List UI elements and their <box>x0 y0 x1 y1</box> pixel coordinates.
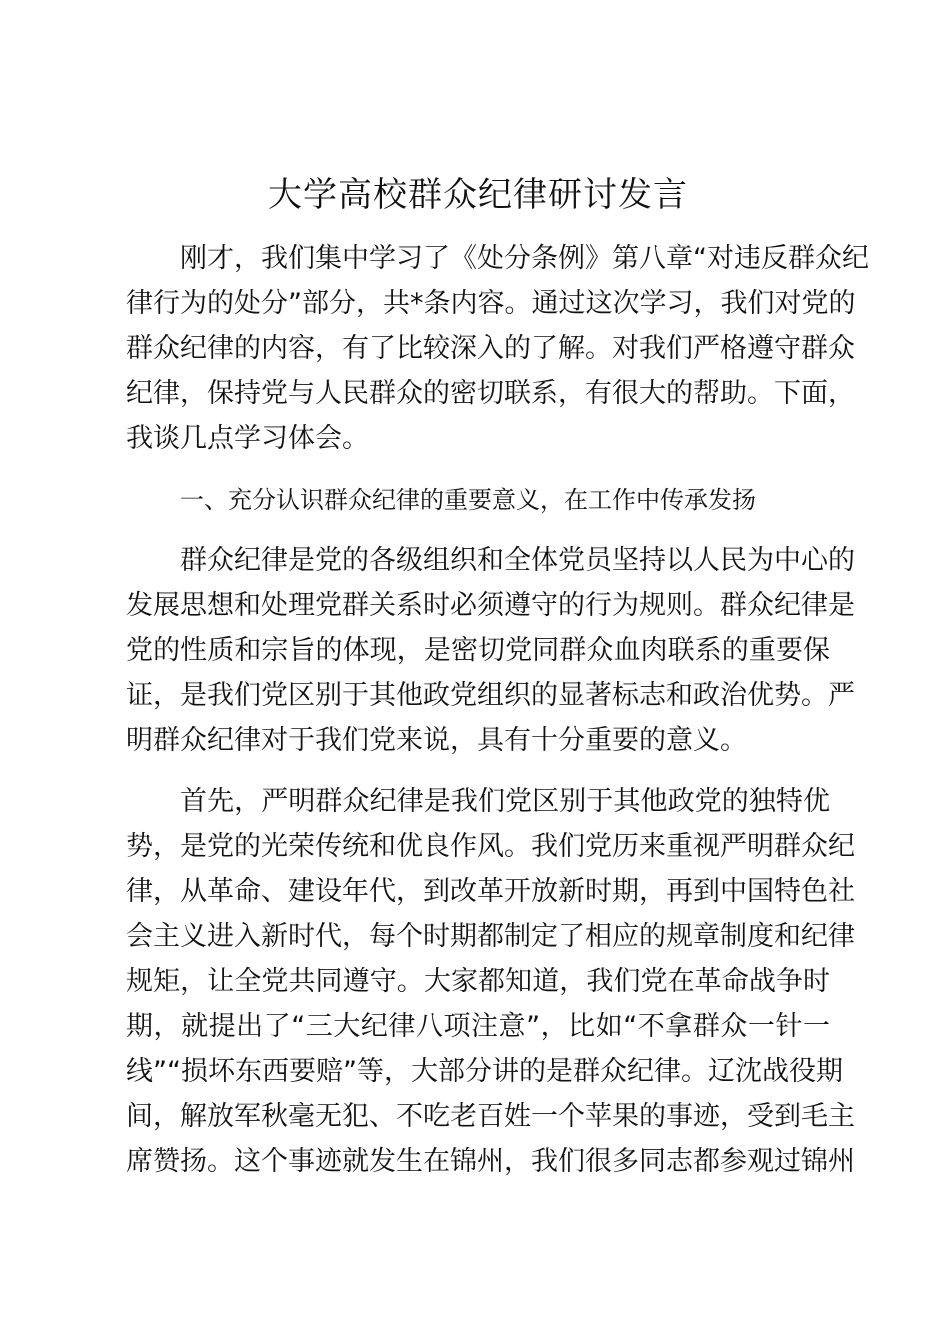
paragraph-line: 期，就提出了“三大纪律八项注意”，比如“不拿群众一针一 <box>126 1011 830 1042</box>
paragraph-line: 群众纪律的内容，有了比较深入的了解。对我们严格遵守群众 <box>126 333 855 364</box>
paragraph-line: 规矩，让全党共同遵守。大家都知道，我们党在革命战争时 <box>126 966 830 997</box>
paragraph-line: 刚才，我们集中学习了《处分条例》第八章“对违反群众纪 <box>180 243 869 274</box>
paragraph-intro <box>126 236 869 461</box>
paragraph-line: 会主义进入新时代，每个时期都制定了相应的规章制度和纪律 <box>126 921 855 952</box>
paragraph-line: 律行为的处分”部分，共*条内容。通过这次学习，我们对党的 <box>126 288 856 319</box>
document-title: 大学高校群众纪律研讨发言 <box>268 175 688 215</box>
paragraph-line: 明群众纪律对于我们党来说，具有十分重要的意义。 <box>126 725 747 756</box>
paragraph-line: 证，是我们党区别于其他政党组织的显著标志和政治优势。严 <box>126 680 855 711</box>
paragraph-line: 党的性质和宗旨的体现，是密切党同群众血肉联系的重要保 <box>126 635 830 666</box>
paragraph-line: 席赞扬。这个事迹就发生在锦州，我们很多同志都参观过锦州 <box>126 1146 855 1177</box>
paragraph-line: 首先，严明群众纪律是我们党区别于其他政党的独特优 <box>180 786 830 817</box>
paragraph-line: 纪律，保持党与人民群众的密切联系，有很大的帮助。下面， <box>126 378 855 409</box>
paragraph-line: 间，解放军秋毫无犯、不吃老百姓一个苹果的事迹，受到毛主 <box>126 1101 855 1132</box>
paragraph-line: 群众纪律是党的各级组织和全体党员坚持以人民为中心的 <box>180 545 855 576</box>
paragraph-line: 我谈几点学习体会。 <box>126 423 369 454</box>
paragraph-tradition <box>126 779 855 1184</box>
paragraph-line: 势，是党的光荣传统和优良作风。我们党历来重视严明群众纪 <box>126 831 855 862</box>
paragraph-line: 线”“损坏东西要赔”等，大部分讲的是群众纪律。辽沈战役期 <box>126 1056 843 1087</box>
section-heading: 一、充分认识群众纪律的重要意义，在工作中传承发扬 <box>180 486 756 514</box>
paragraph-significance <box>126 538 855 763</box>
paragraph-line: 发展思想和处理党群关系时必须遵守的行为规则。群众纪律是 <box>126 590 855 621</box>
paragraph-line: 律，从革命、建设年代，到改革开放新时期，再到中国特色社 <box>126 876 855 907</box>
